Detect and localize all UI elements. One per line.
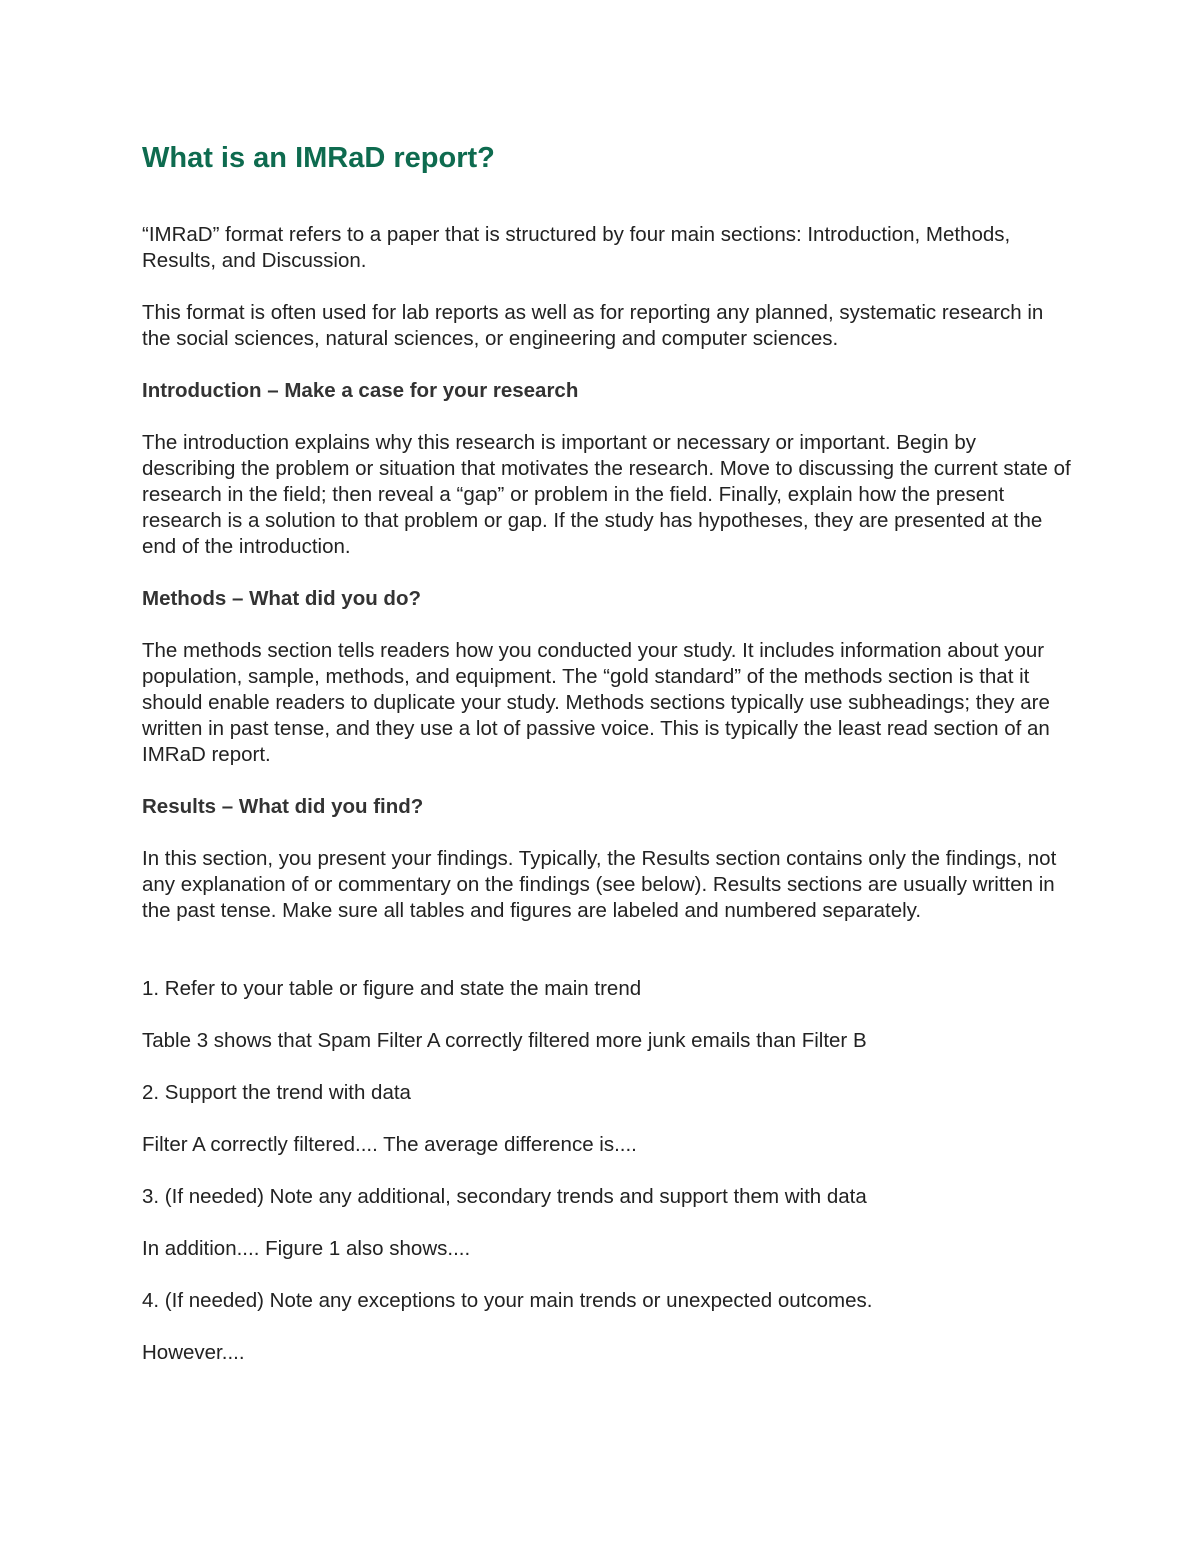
results-body: In this section, you present your findings. Typically, the Results section contains only the findings, not any explanation of or commentary on the findings (see below). Results sections are usually written in the past tense. Make sure all tables and figures are labeled and numbered separately. — [142, 847, 1057, 922]
document-content — [142, 138, 1072, 1392]
intro-paragraph-imrad-definition: “IMRaD” format refers to a paper that is structured by four main sections: Introduction, Methods, Results, and Discussion. — [142, 223, 1011, 272]
intro-paragraph-format-usage: This format is often used for lab reports as well as for reporting any planned, systematic research in the social sciences, natural sciences, or engineering and computer sciences. — [142, 301, 1044, 350]
results-step-3-example: In addition.... Figure 1 also shows.... — [142, 1237, 471, 1260]
results-step-2-example: Filter A correctly filtered.... The average difference is.... — [142, 1133, 637, 1156]
introduction-body: The introduction explains why this research is important or necessary or important. Begin by describing the problem or situation that motivates the research. Move to discussing the current state of research in the field; then reveal a “gap” or problem in the field. Finally, explain how the present research is a solution to that problem or gap. If the study has hypotheses, they are presented at the end of the introduction. — [142, 431, 1071, 558]
results-step-4: 4. (If needed) Note any exceptions to your main trends or unexpected outcomes. — [142, 1289, 873, 1312]
section-heading-methods: Methods – What did you do? — [142, 587, 422, 610]
page-title: What is an IMRaD report? — [142, 142, 495, 174]
results-step-1: 1. Refer to your table or figure and state the main trend — [142, 977, 642, 1000]
methods-body: The methods section tells readers how you conducted your study. It includes information about your population, sample, methods, and equipment. The “gold standard” of the methods section is that it should enable readers to duplicate your study. Methods sections typically use subheadings; they are written in past tense, and they use a lot of passive voice. This is typically the least read section of an IMRaD report. — [142, 639, 1050, 766]
section-heading-results: Results – What did you find? — [142, 795, 424, 818]
results-step-1-example: Table 3 shows that Spam Filter A correctly filtered more junk emails than Filter B — [142, 1029, 867, 1052]
results-step-2: 2. Support the trend with data — [142, 1081, 411, 1104]
results-step-4-example: However.... — [142, 1341, 245, 1364]
section-heading-introduction: Introduction – Make a case for your research — [142, 379, 579, 402]
results-step-3: 3. (If needed) Note any additional, secondary trends and support them with data — [142, 1185, 867, 1208]
